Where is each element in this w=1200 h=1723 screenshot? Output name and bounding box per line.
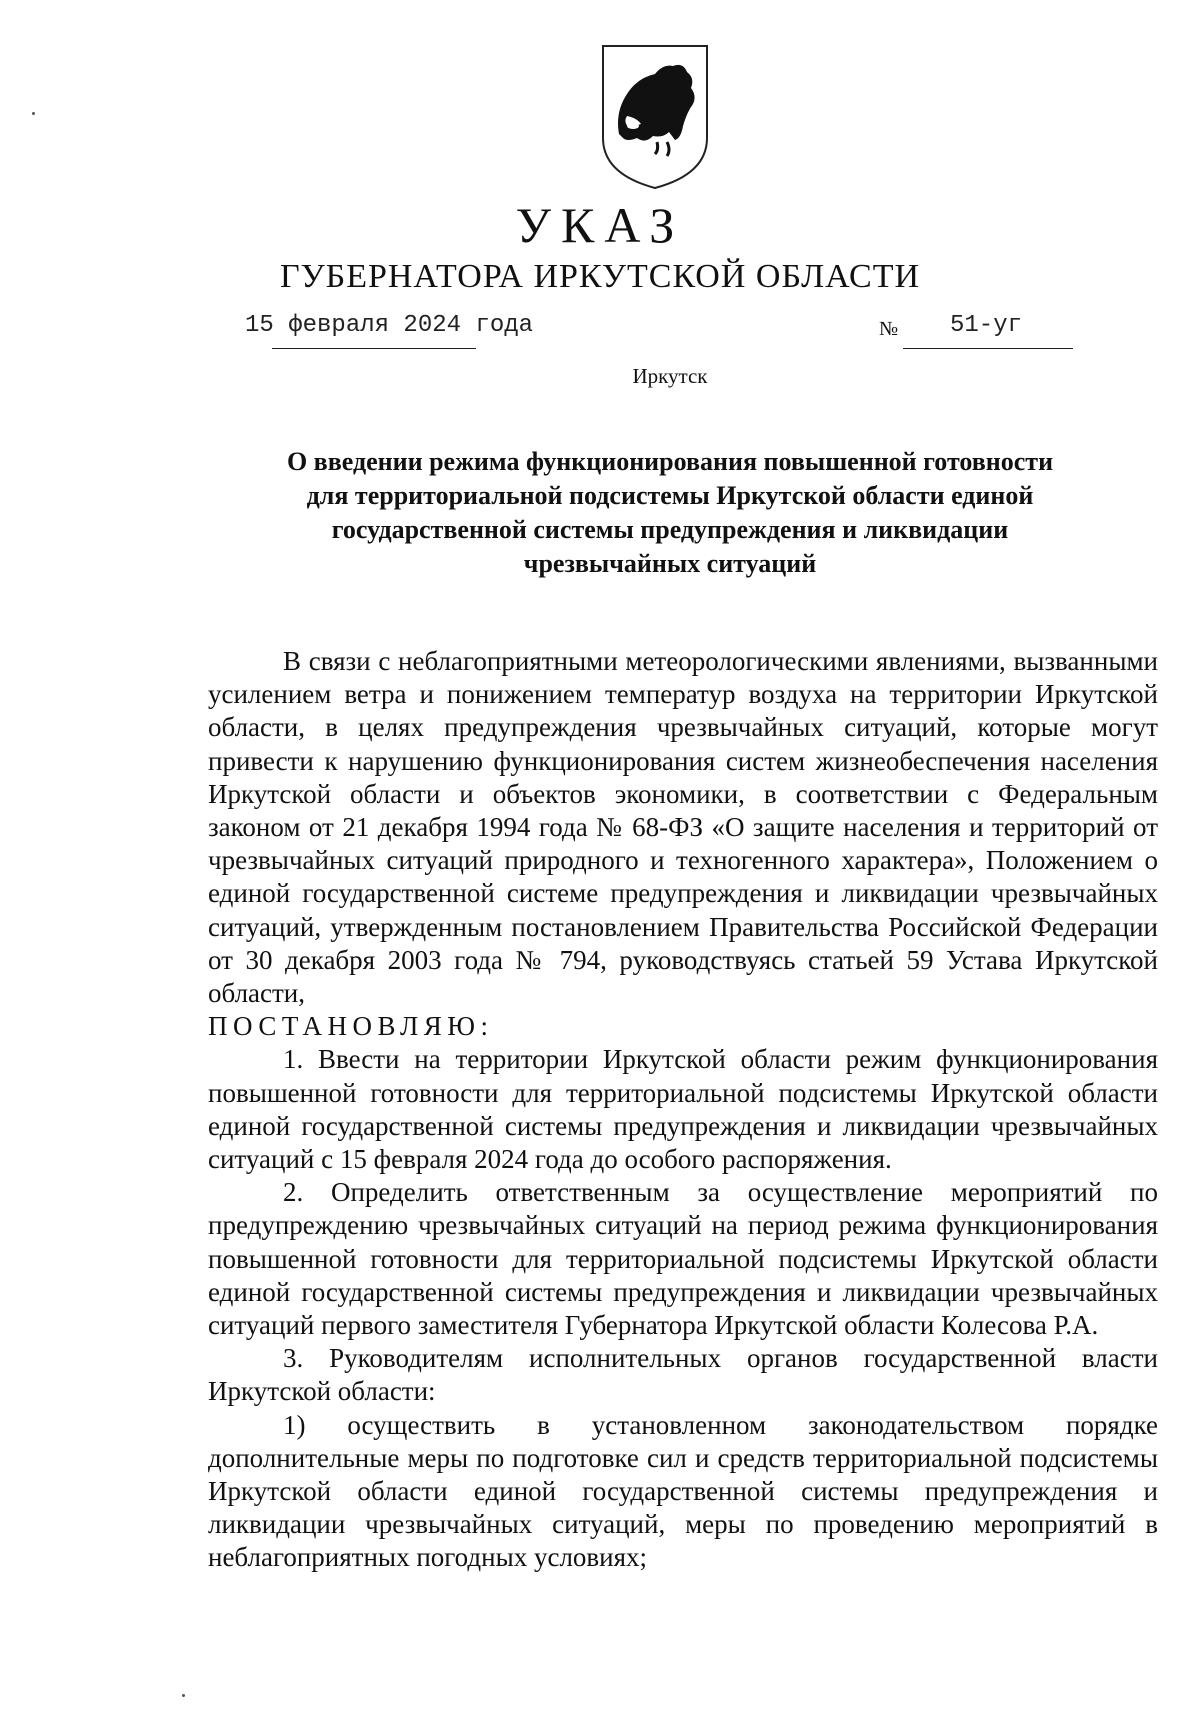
preamble-paragraph: В связи с неблагоприятными метеорологическими явлениями, вызванными усилением ветра и понижением температур воздуха на территории Иркутской области, в целях предупреждения чрезвычайных ситуаций, которые могут привести к нарушению функционирования систем жизнеобеспечения населения Иркутской области и объектов экономики, в соответствии с Федеральным законом от 21 декабря 1994 года № 68-ФЗ «О защите населения и территорий от чрезвычайных ситуаций природного и техногенного характера», Положением о единой государственной системе предупреждения и ликвидации чрезвычайных ситуаций, утвержденным постановлением Правительства Российской Федерации от 30 декабря 2003 года № 794, руководствуясь статьей 59 Устава Иркутской области, [208, 646, 1158, 1009]
document-date: 15 февраля 2024 года [245, 312, 534, 339]
heading-line: чрезвычайных ситуаций [523, 549, 817, 578]
document-body [208, 645, 1158, 1575]
number-label: № [879, 318, 899, 340]
clause-2: 2. Определить ответственным за осуществление мероприятий по предупреждению чрезвычайных ситуаций на период режима функционирования повышенной готовности для территориальной подсистемы Иркутской области единой государственной системы предупреждения и ликвидации чрезвычайных ситуаций первого заместителя Губернатора Иркутской области Колесова Р.А. [208, 1177, 1158, 1341]
heading-line: для территориальной подсистемы Иркутской области единой [306, 481, 1034, 510]
heading-line: О введении режима функционирования повышенной готовности [286, 447, 1054, 476]
issuer-title: ГУБЕРНАТОРА ИРКУТСКОЙ ОБЛАСТИ [279, 258, 921, 295]
date-underline [272, 348, 476, 349]
scan-speck [32, 112, 35, 115]
clause-3-subitem-1: 1) осуществить в установленном законодательством порядке дополнительные меры по подготовке сил и средств территориальной подсистемы Иркутской области единой государственной системы предупреждения и ликвидации чрезвычайных ситуаций, меры по проведению мероприятий в неблагоприятных погодных условиях; [208, 1409, 1158, 1573]
number-underline [903, 348, 1073, 349]
resolve-word: ПОСТАНОВЛЯЮ: [208, 1011, 494, 1042]
heading-line: государственной системы предупреждения и ликвидации [331, 515, 1009, 544]
issue-city: Иркутск [632, 364, 708, 388]
document-number: 51-уг [950, 312, 1023, 339]
clause-3: 3. Руководителям исполнительных органов государственной власти Иркутской области: [208, 1343, 1158, 1407]
clause-1: 1. Ввести на территории Иркутской области режим функционирования повышенной готовности для территориальной подсистемы Иркутской области единой государственной системы предупреждения и ликвидации чрезвычайных ситуаций с 15 февраля 2024 года до особого распоряжения. [208, 1044, 1158, 1175]
coat-of-arms-icon [597, 42, 713, 190]
scan-speck [182, 1694, 185, 1697]
document-type-title: УКАЗ [515, 197, 685, 253]
document-heading [230, 445, 1110, 581]
